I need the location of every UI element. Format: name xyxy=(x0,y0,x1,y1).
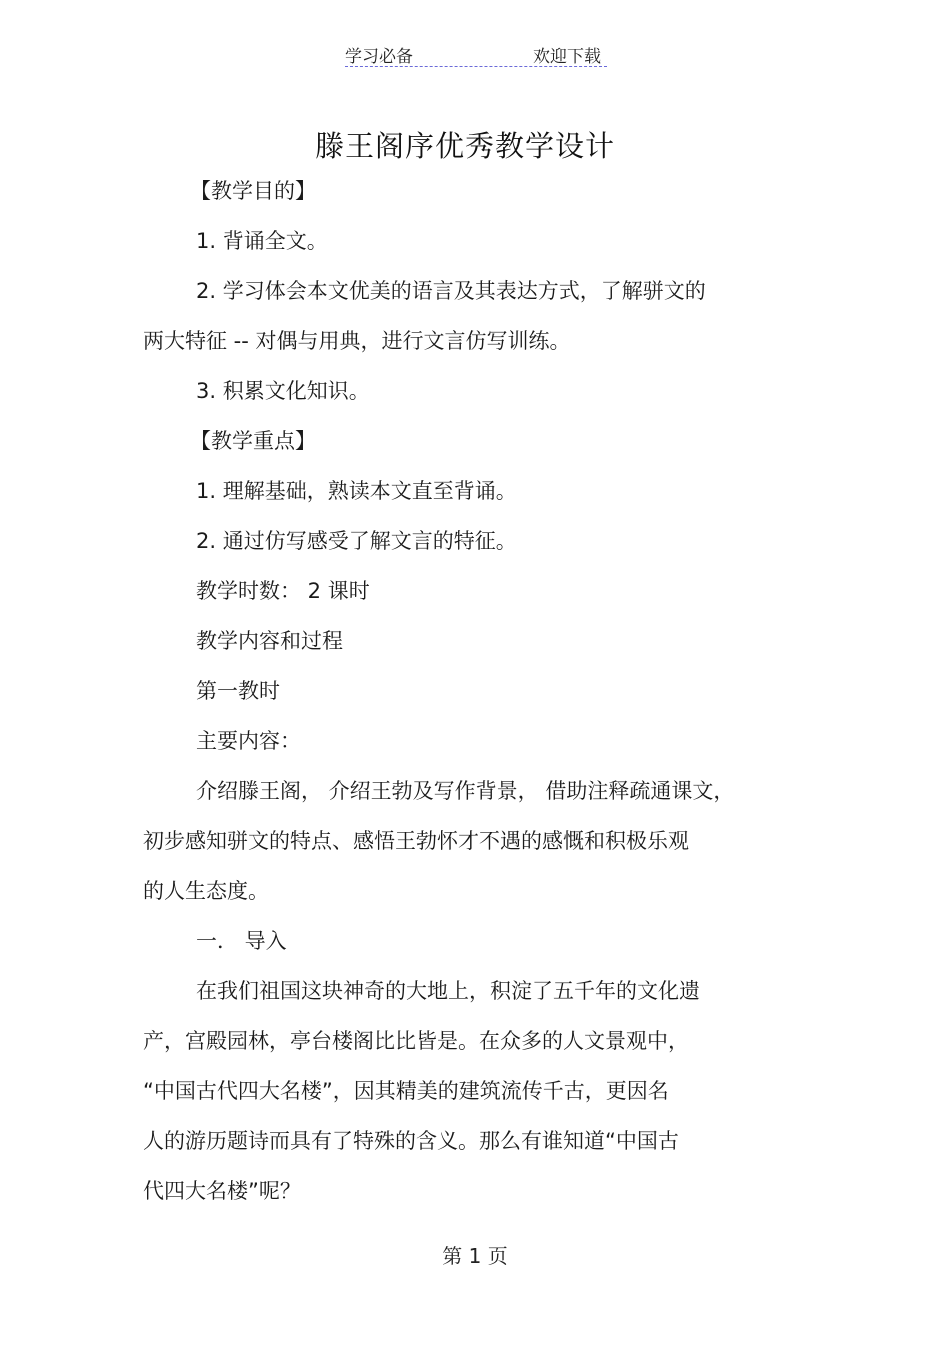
paragraph-line: 2. 学习体会本文优美的语言及其表达方式，了解骈文的 xyxy=(196,279,706,303)
paragraph-line: 2. 通过仿写感受了解文言的特征。 xyxy=(196,529,517,553)
paragraph-line: 人的游历题诗而具有了特殊的含义。那么有谁知道“中国古 xyxy=(143,1129,679,1153)
paragraph-line: 3. 积累文化知识。 xyxy=(196,379,370,403)
paragraph-line: 教学内容和过程 xyxy=(196,629,343,653)
header-left-text: 学习必备 xyxy=(345,47,413,67)
paragraph-line: 的人生态度。 xyxy=(143,879,269,903)
paragraph-line: 代四大名楼”呢？ xyxy=(143,1179,301,1203)
paragraph-line: 两大特征 -- 对偶与用典，进行文言仿写训练。 xyxy=(143,329,571,353)
page-number: 第 1 页 xyxy=(442,1244,508,1268)
paragraph-line: “中国古代四大名楼”，因其精美的建筑流传千古，更因名 xyxy=(143,1079,669,1103)
section-heading-key-points: 【教学重点】 xyxy=(190,429,316,453)
section-heading-intro: 一． 导入 xyxy=(196,929,287,953)
paragraph-line: 主要内容： xyxy=(196,729,301,753)
paragraph-line: 教学时数： 2 课时 xyxy=(196,579,370,603)
paragraph-line: 初步感知骈文的特点、感悟王勃怀才不遇的感慨和积极乐观 xyxy=(143,829,689,853)
paragraph-line: 产，宫殿园林，亭台楼阁比比皆是。在众多的人文景观中， xyxy=(143,1029,689,1053)
section-heading-objectives: 【教学目的】 xyxy=(190,179,316,203)
paragraph-line: 第一教时 xyxy=(196,679,280,703)
paragraph-line: 1. 理解基础，熟读本文直至背诵。 xyxy=(196,479,517,503)
paragraph-line: 在我们祖国这块神奇的大地上，积淀了五千年的文化遗 xyxy=(196,979,700,1003)
paragraph-line: 介绍滕王阁， 介绍王勃及写作背景， 借助注释疏通课文， xyxy=(196,779,735,803)
document-title: 滕王阁序优秀教学设计 xyxy=(314,129,615,163)
header-right-text: 欢迎下载 xyxy=(533,47,601,67)
paragraph-line: 1. 背诵全文。 xyxy=(196,229,328,253)
page-header xyxy=(345,40,607,67)
